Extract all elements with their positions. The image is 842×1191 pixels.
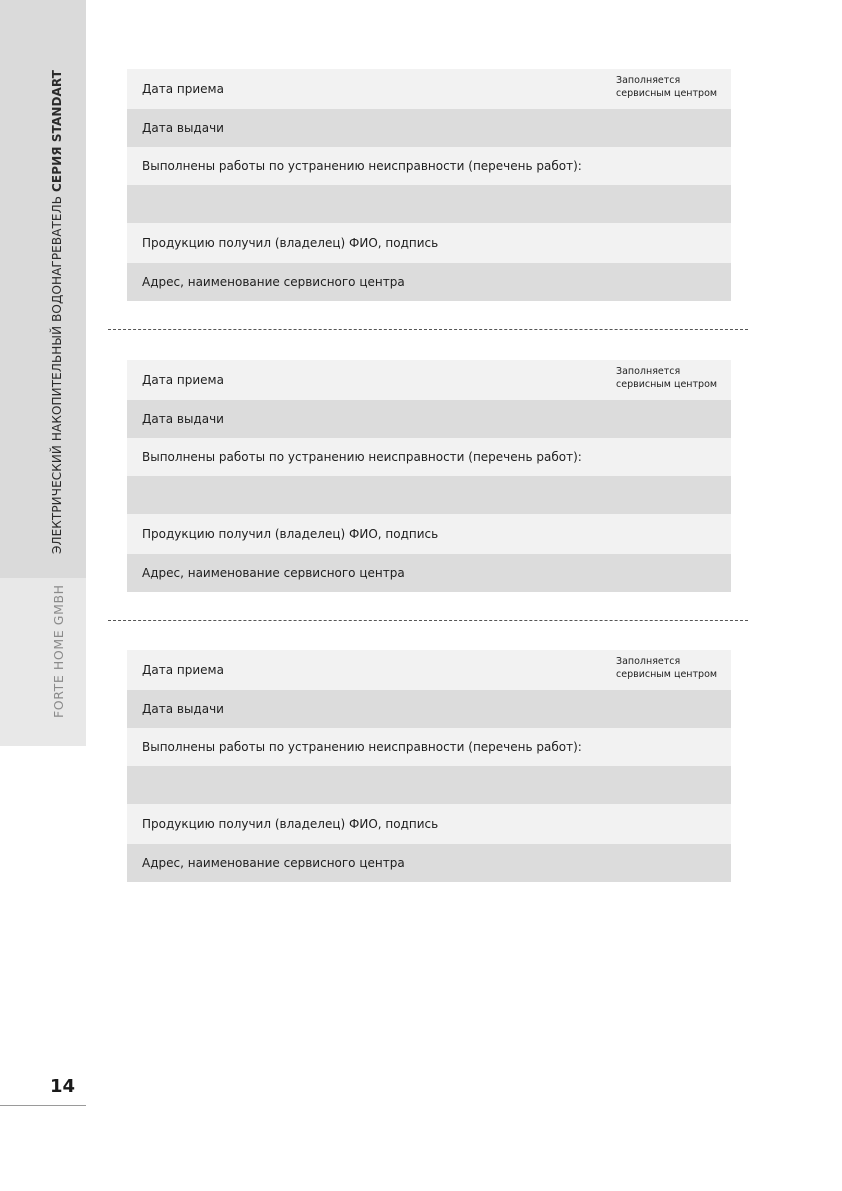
sidebar-company-band bbox=[0, 578, 86, 746]
issue-date-row[interactable] bbox=[127, 109, 731, 147]
series-title-text: ЭЛЕКТРИЧЕСКИЙ НАКОПИТЕЛЬНЫЙ ВОДОНАГРЕВАТЕЛЬ bbox=[50, 192, 64, 554]
service-center-note bbox=[616, 74, 717, 100]
intake-date-label: Дата приема bbox=[142, 663, 224, 677]
cut-line bbox=[108, 329, 748, 330]
intake-date-row[interactable] bbox=[127, 360, 731, 400]
service-address-label: Адрес, наименование сервисного центра bbox=[142, 275, 405, 289]
works-done-label: Выполнены работы по устранению неисправности (перечень работ): bbox=[142, 450, 582, 464]
issue-date-label: Дата выдачи bbox=[142, 702, 224, 716]
page-number-rule bbox=[0, 1105, 86, 1106]
service-coupon-3 bbox=[127, 650, 731, 882]
owner-signature-row[interactable] bbox=[127, 223, 731, 263]
owner-signature-label: Продукцию получил (владелец) ФИО, подпись bbox=[142, 236, 439, 250]
note-line-2: сервисным центром bbox=[616, 88, 718, 99]
note-line-2: сервисным центром bbox=[616, 379, 718, 390]
service-address-row[interactable] bbox=[127, 554, 731, 592]
intake-date-label: Дата приема bbox=[142, 373, 224, 387]
cut-line bbox=[108, 620, 748, 621]
service-coupon-1 bbox=[127, 69, 731, 301]
note-line-1: Заполняется bbox=[616, 366, 681, 377]
works-done-row[interactable] bbox=[127, 147, 731, 185]
owner-signature-row[interactable] bbox=[127, 514, 731, 554]
works-done-label: Выполнены работы по устранению неисправности (перечень работ): bbox=[142, 159, 582, 173]
owner-signature-row[interactable] bbox=[127, 804, 731, 844]
works-blank-row[interactable] bbox=[127, 476, 731, 514]
service-address-label: Адрес, наименование сервисного центра bbox=[142, 856, 405, 870]
works-done-label: Выполнены работы по устранению неисправности (перечень работ): bbox=[142, 740, 582, 754]
issue-date-label: Дата выдачи bbox=[142, 121, 224, 135]
note-line-1: Заполняется bbox=[616, 656, 681, 667]
note-line-2: сервисным центром bbox=[616, 669, 718, 680]
sidebar-band bbox=[0, 0, 86, 578]
service-address-label: Адрес, наименование сервисного центра bbox=[142, 566, 405, 580]
owner-signature-label: Продукцию получил (владелец) ФИО, подпись bbox=[142, 527, 439, 541]
service-coupon-2 bbox=[127, 360, 731, 592]
series-title bbox=[50, 70, 64, 554]
issue-date-label: Дата выдачи bbox=[142, 412, 224, 426]
intake-date-row[interactable] bbox=[127, 69, 731, 109]
owner-signature-label: Продукцию получил (владелец) ФИО, подпись bbox=[142, 817, 439, 831]
works-done-row[interactable] bbox=[127, 728, 731, 766]
service-center-note bbox=[616, 655, 717, 681]
intake-date-row[interactable] bbox=[127, 650, 731, 690]
works-done-row[interactable] bbox=[127, 438, 731, 476]
series-title-bold: СЕРИЯ STANDART bbox=[50, 69, 64, 193]
works-blank-row[interactable] bbox=[127, 766, 731, 804]
intake-date-label: Дата приема bbox=[142, 82, 224, 96]
issue-date-row[interactable] bbox=[127, 690, 731, 728]
service-address-row[interactable] bbox=[127, 844, 731, 882]
service-center-note bbox=[616, 365, 717, 391]
issue-date-row[interactable] bbox=[127, 400, 731, 438]
service-address-row[interactable] bbox=[127, 263, 731, 301]
company-name: FORTE HOME GMBH bbox=[51, 584, 66, 718]
works-blank-row[interactable] bbox=[127, 185, 731, 223]
page-number: 14 bbox=[50, 1076, 76, 1097]
note-line-1: Заполняется bbox=[616, 75, 681, 86]
